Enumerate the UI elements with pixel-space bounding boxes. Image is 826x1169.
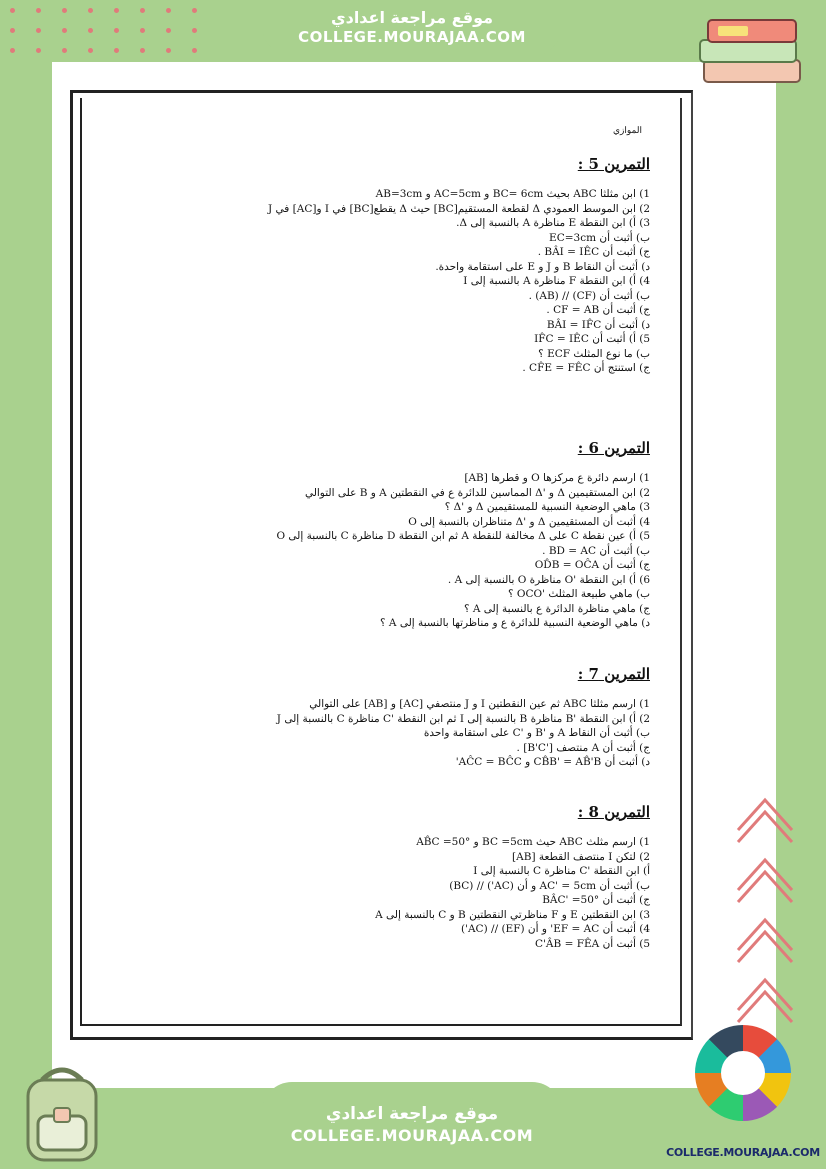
exercise-line: 2) لتكن I منتصف القطعة [AB] [512,850,650,863]
decorative-dot [88,28,93,33]
header-site-arabic: موقع مراجعة اعدادي [330,8,494,27]
exercise-line: 5) أثبت أن C'ÂB = FÊA [535,937,650,950]
exercise-line: ب) أثبت أن النقاط A و 'B و 'C على استقامة واحدة [423,727,650,739]
decorative-dot [192,8,197,13]
decorative-dot [140,28,145,33]
decorative-dot [88,48,93,53]
decorative-dot [36,28,41,33]
exercise-title: التمرين 5 : [577,155,650,173]
exercise-line: د) أثبت أن CB̂B' = AB̂'B و AĈC = BĈC' [455,756,650,768]
exercise-line: ب) أثبت أن EC=3cm [549,231,650,244]
exercise-line: 3) أ) ابن النقطة E مناظرة A بالنسبة إلى Δ. [456,217,650,229]
exercise-line: 3) ابن النقطتين E و F مناظرتي النقطتين B و C بالنسبة إلى A [375,908,650,921]
decorative-dot [166,48,171,53]
exercise-line: د) أثبت أن BÂI = IF̂C [546,318,650,331]
pre-heading: الموازي [613,126,642,136]
exercise-5 [230,155,650,376]
exercise-line: 4) أثبت أن المستقيمين Δ و 'Δ متناظران بالنسبة إلى O [408,515,650,528]
exercise-8 [230,803,650,951]
decorative-dot [62,8,67,13]
exercise-title: التمرين 6 : [577,439,650,457]
exercise-line: 1) ارسم مثلث ABC حيث BC =5cm و AB̂C =50° [416,836,650,848]
decorative-dot [114,48,119,53]
exercise-line: د) ماهي الوضعية النسبية للدائرة ع و مناظرتها بالنسبة إلى A ؟ [380,617,650,629]
exercise-line: ج) استنتج أن CF̂E = FÊC . [522,362,650,374]
logo-text[interactable]: COLLEGE.MOURAJAA.COM [666,1146,820,1159]
decorative-dot [10,48,15,53]
exercise-line: 2) ابن المستقيمين Δ و 'Δ المماسين للدائرة ع في النقطتين A و B على التوالي [304,486,650,499]
exercise-line: ب) أثبت أن AC' = 5cm و أن (AC') // (BC) [449,879,650,892]
exercise-line: 2) ابن الموسط العمودي Δ لقطعة المستقيم[BC] حيث Δ يقطع[BC] في I و[AC] في J [267,202,650,215]
exercise-title: التمرين 7 : [577,665,650,683]
exercise-line: ج) ماهي مناظرة الدائرة ع بالنسبة إلى A ؟ [463,602,650,615]
exercise-line: 2) أ) ابن النقطة 'B مناظرة B بالنسبة إلى I ثم ابن النقطة 'C مناظرة C بالنسبة إلى J [276,712,650,725]
exercise-title: التمرين 8 : [577,803,650,821]
exercise-line: 5) أ) أثبت أن IF̂C = IÊC [534,333,650,345]
decorative-dot [140,8,145,13]
exercise-line: 1) ارسم مثلثا ABC ثم عين النقطتين I و J منتصفي [AC] و [AB] على التوالي [309,698,650,710]
decorative-dot [192,28,197,33]
decorative-dot [114,8,119,13]
header-banner [262,0,562,56]
books-icon [696,12,806,92]
decorative-dot [166,8,171,13]
decorative-dot [88,8,93,13]
footer-banner [262,1082,562,1169]
exercise-line: 3) ماهي الوضعية النسبية للمستقيمين Δ و 'Δ ؟ [444,501,650,513]
exercise-line: ج) أثبت أن A منتصف ['B'C] . [516,741,650,754]
exercise-line: د) أثبت أن النقاط B و J و E على استقامة واحدة. [435,260,650,273]
decorative-dot [36,48,41,53]
header-site-url[interactable]: COLLEGE.MOURAJAA.COM [298,28,526,46]
footer-site-url[interactable]: COLLEGE.MOURAJAA.COM [290,1126,534,1145]
exercise-line: 5) أ) عين نقطة C على Δ مخالفة للنقطة A ثم ابن النقطة D مناظرة C بالنسبة إلى O [276,530,650,542]
decorative-dot [192,48,197,53]
decorative-dot [62,28,67,33]
footer-site-arabic: موقع مراجعة اعدادي [325,1104,499,1124]
exercise-line: 6) أ) ابن النقطة 'O مناظرة O بالنسبة إلى A . [447,573,650,586]
exercise-line: 4) أ) ابن النقطة F مناظرة A بالنسبة إلى I [463,275,650,287]
exercise-line: 1) ابن مثلثا ABC بحيث BC= 6cm و AC=5cm و AB=3cm [375,188,650,200]
decorative-dot [114,28,119,33]
decorative-dot [166,28,171,33]
decorative-dot [62,48,67,53]
exercise-line: ج) أثبت أن BÂC' =50° [542,894,650,906]
exercise-7 [230,665,650,770]
chevron-up-icon [730,790,800,1030]
exercise-line: ب) ماهي طبيعة المثلث 'OCO ؟ [507,588,650,600]
exercise-line: 1) ارسم دائرة ع مركزها O و قطرها [AB] [464,472,650,484]
exercise-line: أ) ابن النقطة 'C مناظرة C بالنسبة إلى I [473,865,650,877]
site-logo-icon [695,1025,791,1121]
backpack-icon [18,1060,106,1164]
decorative-dot [36,8,41,13]
exercise-line: ج) أثبت أن OD̂B = OĈA [534,559,650,571]
decorative-dot [10,28,15,33]
exercise-line: ج) أثبت أن BÂI = IÊC . [537,246,650,258]
exercise-line: ب) أثبت أن BD = AC . [542,544,650,557]
exercise-line: ب) ما نوع المثلث ECF ؟ [538,347,650,360]
exercise-line: ج) أثبت أن CF = AB . [546,304,650,316]
exercise-line: 4) أثبت أن EF = AC' و أن (EF) // (AC') [460,923,650,935]
decorative-dot [140,48,145,53]
decorative-dot [10,8,15,13]
exercise-line: ب) أثبت أن (CF) // (AB) . [528,289,650,302]
exercise-6 [230,439,650,631]
exercise-document [230,125,650,950]
